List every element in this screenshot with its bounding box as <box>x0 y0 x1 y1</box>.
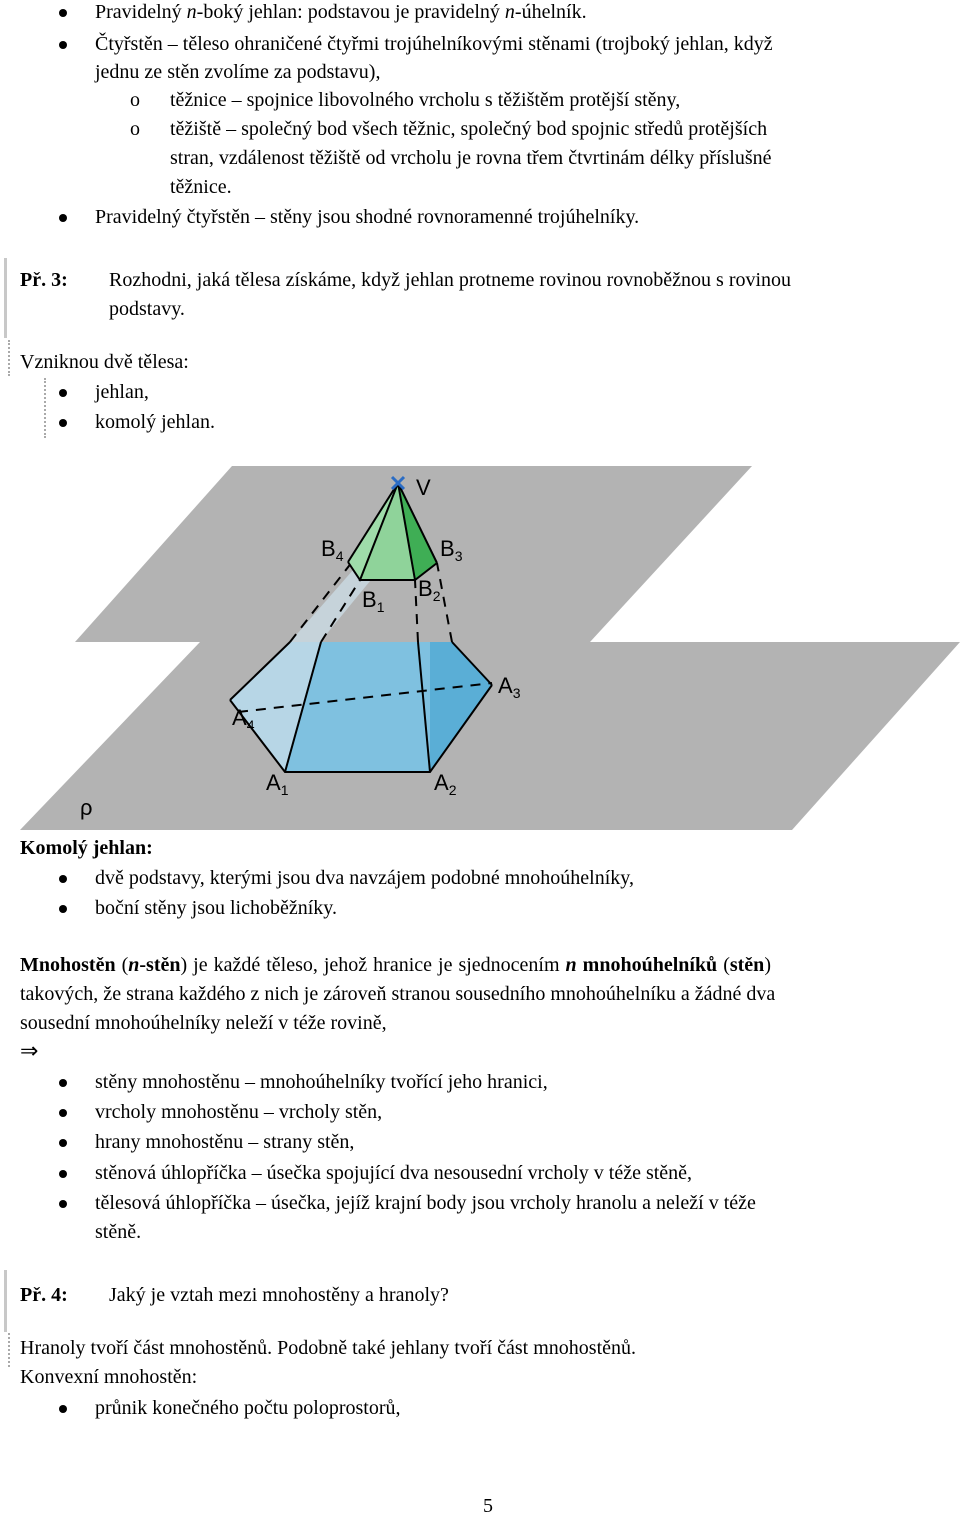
example-4-rail <box>4 1270 7 1332</box>
bottom-plane <box>20 642 960 830</box>
frustum-title: Komolý jehlan: <box>20 837 153 859</box>
bullet-tetrahedron: Čtyřstěn – těleso ohraničené čtyřmi trojúhelníkovými stěnami (trojboký jehlan, když <box>95 33 773 55</box>
label-b4: $B_4$ <box>321 536 344 564</box>
label-rho: ρ <box>80 795 93 820</box>
example-3-label: Př. 3: <box>20 269 68 291</box>
def-item-5: tělesová úhlopříčka – úsečka, jejíž krajní body jsou vrcholy hranolu a neleží v téže <box>95 1192 756 1214</box>
example-3-question: Rozhodni, jaká tělesa získáme, když jehlan protneme rovinou rovnoběžnou s rovinou <box>109 269 792 291</box>
sub-centroid: o těžiště – společný bod všech těžnic, společný bod spojnic středů protějších <box>170 117 767 141</box>
page-number: 5 <box>483 1495 493 1517</box>
label-b1: $B_1$ <box>362 587 385 615</box>
polyhedron-definition-line-3: sousední mnohoúhelníky neleží v téže rovině, <box>20 1012 387 1034</box>
answer-4-line-2: Konvexní mnohostěn: <box>20 1366 198 1388</box>
answer-3-intro: Vzniknou dvě tělesa: <box>20 351 189 373</box>
example-rail <box>4 258 7 338</box>
implies-icon: ⇒ <box>20 1039 39 1064</box>
bullet-regular-pyramid: Pravidelný n-boký jehlan: podstavou je pravidelný n-úhelník. <box>95 1 587 23</box>
answer-4-rail <box>8 1333 10 1367</box>
polyhedron-definition-line-1: Mnohostěn (n-stěn) je každé těleso, jehož hranice je sjednocením n mnohoúhelníků (stěn) <box>20 954 771 976</box>
label-v: V <box>416 475 431 500</box>
def-item-3: hrany mnohostěnu – strany stěn, <box>95 1131 355 1153</box>
bullet-tetrahedron-cont: jednu ze stěn zvolíme za podstavu), <box>95 61 381 83</box>
def-item-2: vrcholy mnohostěnu – vrcholy stěn, <box>95 1101 383 1123</box>
answer-rail <box>8 340 10 376</box>
label-a3: $A_3$ <box>498 673 521 701</box>
label-b2: $B_2$ <box>418 576 441 604</box>
def-item-5-cont: stěně. <box>95 1221 142 1243</box>
sub-centroid-cont1: stran, vzdálenost těžiště od vrcholu je rovna třem čtvrtinám délky příslušné <box>170 147 772 169</box>
frustum-item-1: dvě podstavy, kterými jsou dva navzájem podobné mnohoúhelníky, <box>95 867 634 889</box>
example-3-question-cont: podstavy. <box>109 298 185 320</box>
label-a4: $A_4$ <box>232 705 255 733</box>
label-a2: $A_2$ <box>434 770 457 798</box>
def-item-4: stěnová úhlopříčka – úsečka spojující dva nesousední vrcholy v téže stěně, <box>95 1162 693 1184</box>
example-4-label: Př. 4: <box>20 1284 68 1306</box>
answer-4-item-1: průnik konečného počtu poloprostorů, <box>95 1397 401 1419</box>
label-a1: $A_1$ <box>266 770 289 798</box>
answer-3-item-2: komolý jehlan. <box>95 411 215 433</box>
bullet-regular-tetrahedron: Pravidelný čtyřstěn – stěny jsou shodné rovnoramenné trojúhelníky. <box>95 206 640 228</box>
def-item-1: stěny mnohostěnu – mnohoúhelníky tvořící jeho hranici, <box>95 1071 548 1093</box>
example-4-question: Jaký je vztah mezi mnohostěny a hranoly? <box>109 1284 449 1306</box>
sub-median: o těžnice – spojnice libovolného vrcholu s těžištěm protější stěny, <box>170 88 680 112</box>
answer-4-line-1: Hranoly tvoří část mnohostěnů. Podobně také jehlany tvoří část mnohostěnů. <box>20 1337 636 1359</box>
answer-3-item-1: jehlan, <box>95 381 149 403</box>
label-b3: $B_3$ <box>440 536 463 564</box>
sub-centroid-cont2: těžnice. <box>170 176 232 198</box>
pyramid-figure <box>0 460 960 840</box>
frustum-item-2: boční stěny jsou lichoběžníky. <box>95 897 337 919</box>
answer-rail-inner <box>44 378 46 438</box>
polyhedron-definition-line-2: takových, že strana každého z nich je zároveň stranou sousedního mnohoúhelníku a žádné dva <box>20 983 776 1005</box>
